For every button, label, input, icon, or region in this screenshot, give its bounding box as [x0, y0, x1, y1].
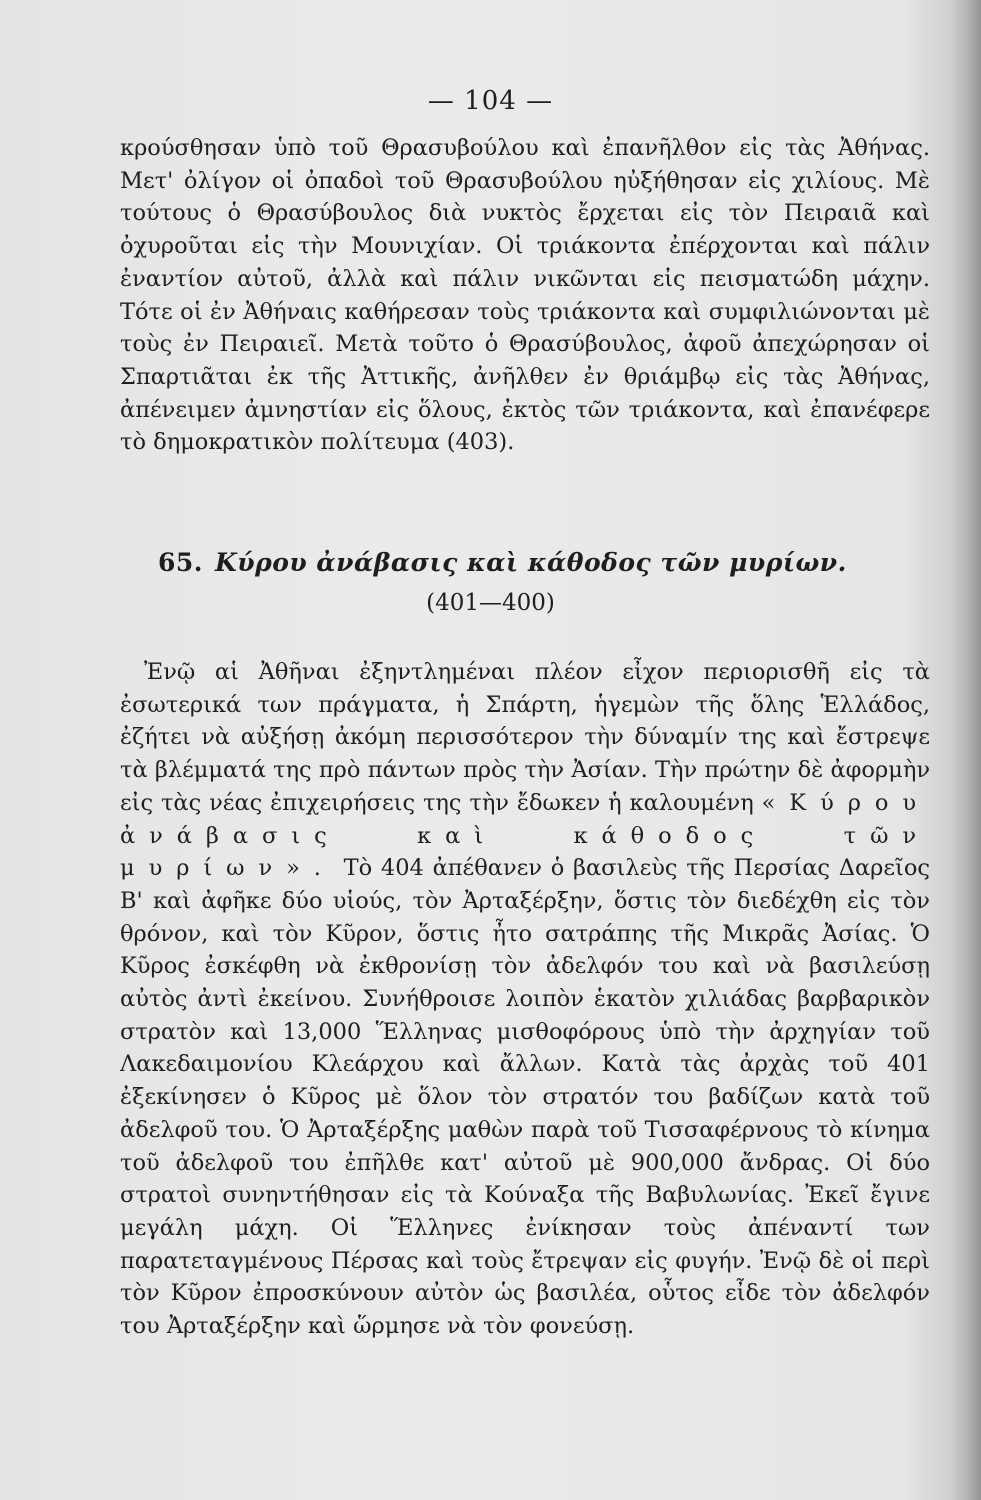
- spaced-title-phrase: «Κύρου ἀνάβασις καὶ κάθοδος τῶν μυρίων».: [120, 789, 930, 882]
- section-title: Κύρου ἀνάβασις καὶ κάθοδος τῶν μυρίων.: [215, 548, 847, 577]
- section-dates: (401—400): [426, 590, 555, 616]
- body-text-part2: Τὸ 404 ἀπέθανεν ὁ βασιλεὺς τῆς Περσίας Δαρεῖος Β' καὶ ἀφῆκε δύο υἱούς, τὸν Ἀρταξέρξην, ὅστις τὸν διεδέχθη εἰς τὸν θρόνον, καὶ τὸν Κῦρον, ὅστις ἦτο σατράπης τῆς Μικρᾶς Ἀσίας. Ὁ Κῦρος ἐσκέφθη νὰ ἐκθρονίσῃ τὸν ἀδελφόν του καὶ νὰ βασιλεύσῃ αὐτὸς ἀντὶ ἐκείνου. Συνήθροισε λοιπὸν ἑκατὸν χιλιάδας βαρβαρικὸν στρατὸν καὶ 13,000 Ἕλληνας μισθοφόρους ὑπὸ τὴν ἀρχηγίαν τοῦ Λακεδαιμονίου Κλεάρχου καὶ ἄλλων. Κατὰ τὰς ἀρχὰς τοῦ 401 ἐξεκίνησεν ὁ Κῦρος μὲ ὅλον τὸν στρατόν του βαδίζων κατὰ τοῦ ἀδελφοῦ του. Ὁ Ἀρταξέρξης μαθὼν παρὰ τοῦ Τισσαφέρνους τὸ κίνημα τοῦ ἀδελφοῦ του ἐπῆλθε κατ' αὐτοῦ μὲ 900,000 ἄνδρας. Οἱ δύο στρατοὶ συνηντήθησαν εἰς τὰ Κούναξα τῆς Βαβυλωνίας. Ἐκεῖ ἔγινε μεγάλη μάχη. Οἱ Ἕλληνες ἐνίκησαν τοὺς ἀπέναντί των παρατεταγμένους Πέρσας καὶ τοὺς ἔτρεψαν εἰς φυγήν. Ἐνῷ δὲ οἱ περὶ τὸν Κῦρον ἐπροσκύνουν αὐτὸν ὡς βασιλέα, οὗτος εἶδε τὸν ἀδελφόν του Ἀρταξέρξην καὶ ὥρμησε νὰ τὸν φονεύσῃ.: [120, 855, 931, 1340]
- page-edge-shadow: [951, 0, 981, 1500]
- page-number: — 104 —: [427, 86, 554, 116]
- body-text-part1: Ἐνῷ αἱ Ἀθῆναι ἐξηντλημέναι πλέον εἶχον περιορισθῆ εἰς τὰ ἐσωτερικά των πράγματα, ἡ Σπάρτη, ἡγεμὼν τῆς ὅλης Ἑλλάδος, ἐζήτει νὰ αὐξήσῃ ἀκόμη περισσότερον τὴν δύναμίν της καὶ ἔστρεψε τὰ βλέμματά της πρὸ πάντων πρὸς τὴν Ἀσίαν. Τὴν πρώτην δὲ ἀφορμὴν εἰς τὰς νέας ἐπιχειρήσεις της τὴν ἔδωκεν ἡ καλουμένη: [120, 659, 930, 816]
- paragraph-section-body: [120, 656, 930, 1343]
- paragraph-continuation: κρούσθησαν ὑπὸ τοῦ Θρασυβούλου καὶ ἐπανῆλθον εἰς τὰς Ἀθήνας. Μετ' ὀλίγον οἱ ὀπαδοὶ τοῦ Θρασυβούλου ηὐξήθησαν εἰς χιλίους. Μὲ τούτους ὁ Θρασύβουλος διὰ νυκτὸς ἔρχεται εἰς τὸν Πειραιᾶ καὶ ὀχυροῦται εἰς τὴν Μουνιχίαν. Οἱ τριάκοντα ἐπέρχονται καὶ πάλιν ἐναντίον αὐτοῦ, ἀλλὰ καὶ πάλιν νικῶνται εἰς πεισματώδη μάχην. Τότε οἱ ἐν Ἀθήναις καθήρεσαν τοὺς τριάκοντα καὶ συμφιλιώνονται μὲ τοὺς ἐν Πειραιεῖ. Μετὰ τοῦτο ὁ Θρασύβουλος, ἀφοῦ ἀπεχώρησαν οἱ Σπαρτιᾶται ἐκ τῆς Ἀττικῆς, ἀνῆλθεν ἐν θριάμβῳ εἰς τὰς Ἀθήνας, ἀπένειμεν ἀμνηστίαν εἰς ὅλους, ἐκτὸς τῶν τριάκοντα, καὶ ἐπανέφερε τὸ δημοκρατικὸν πολίτευμα (403).: [120, 135, 930, 456]
- section-number: 65.: [158, 548, 203, 577]
- section-heading: [158, 548, 938, 577]
